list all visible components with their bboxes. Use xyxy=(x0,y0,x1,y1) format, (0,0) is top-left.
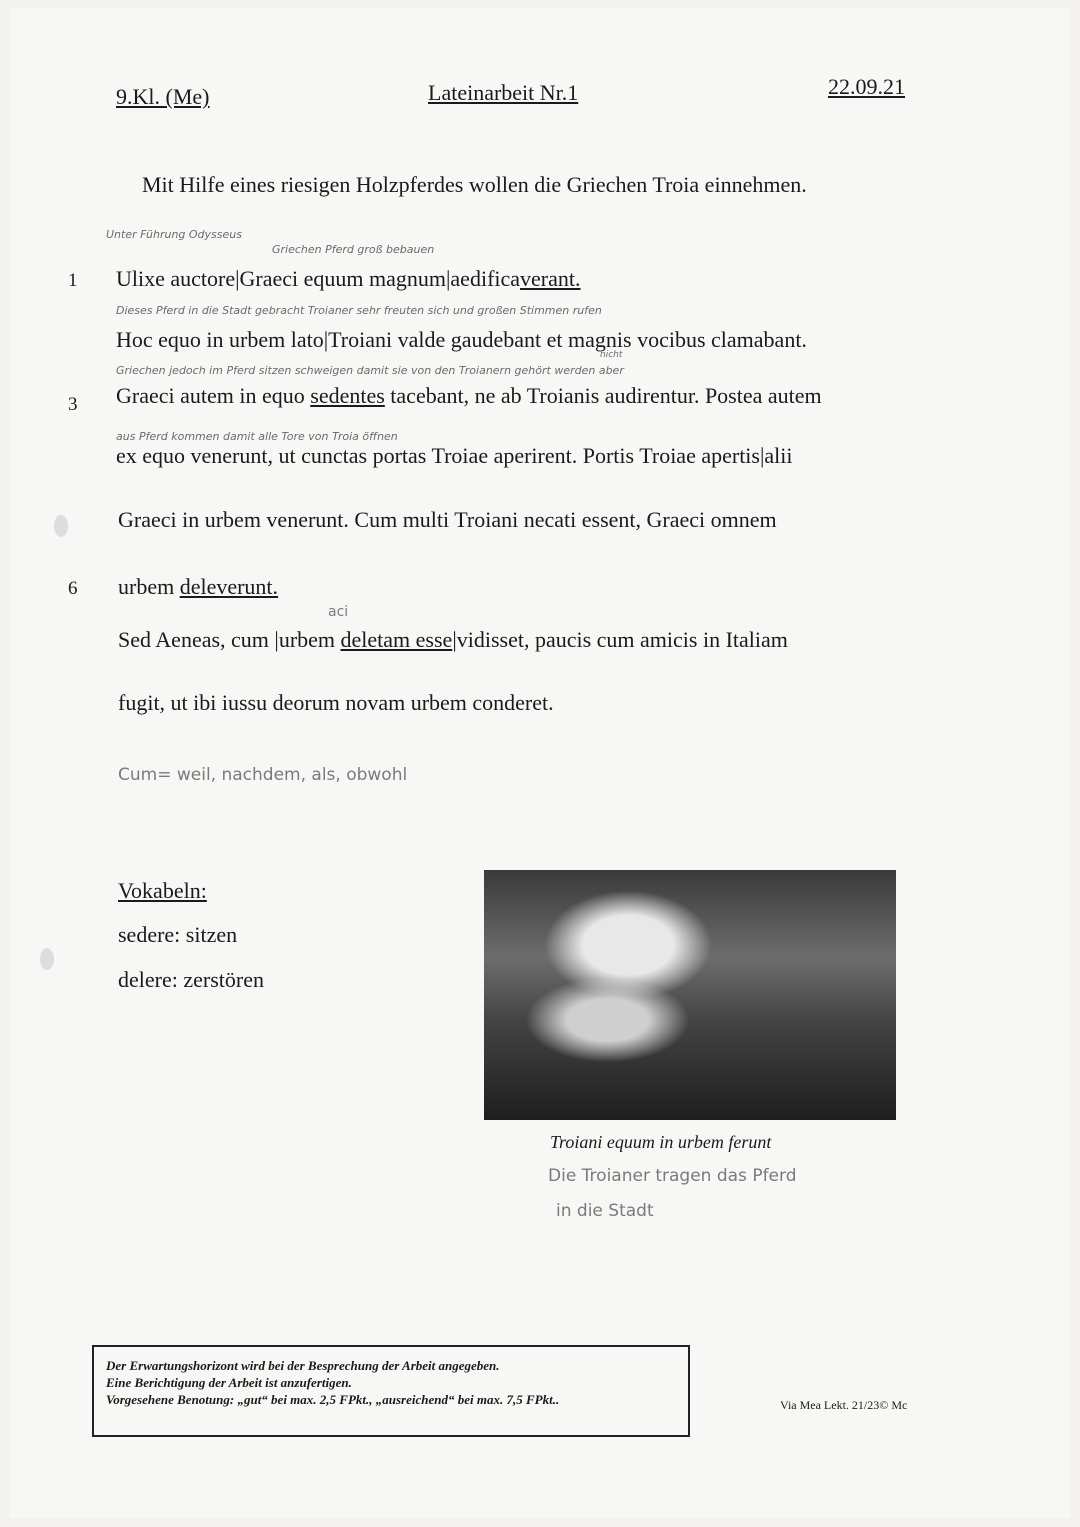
notice-line: Der Erwartungshorizont wird bei der Besprechung der Arbeit angegeben. xyxy=(106,1358,500,1373)
class-label: 9.Kl. (Me) xyxy=(116,84,210,109)
notice-box xyxy=(92,1345,690,1437)
latin-line-7: Sed Aeneas, cum |urbem deletam esse|vidisset, paucis cum amicis in Italiam xyxy=(118,627,788,652)
latin-line-2: Hoc equo in urbem lato|Troiani valde gaudebant et magnis vocibus clamabant. xyxy=(116,327,807,352)
annotation: Unter Führung Odysseus xyxy=(106,228,242,241)
vocab-heading: Vokabeln: xyxy=(118,878,207,903)
footer-credit: Via Mea Lekt. 21/23© Mc xyxy=(780,1398,908,1412)
latin-line-1: Ulixe auctore|Graeci equum magnum|aedificaverant. xyxy=(116,266,581,291)
notice-line: Vorgesehene Benotung: „gut“ bei max. 2,5 FPkt., „ausreichend“ bei max. 7,5 FPkt.. xyxy=(106,1392,560,1407)
latin-line-3: Graeci autem in equo sedentes tacebant, ne ab Troianis audirentur. Postea autem xyxy=(116,383,822,408)
line-number: 6 xyxy=(68,578,78,599)
caption-translation: Die Troianer tragen das Pferd xyxy=(548,1166,797,1186)
date: 22.09.21 xyxy=(828,74,905,99)
annotation: Griechen jedoch im Pferd sitzen schweigen damit sie von den Troianern gehört werden aber xyxy=(116,364,624,377)
annotation: aci xyxy=(328,604,349,620)
intro-text: Mit Hilfe eines riesigen Holzpferdes wollen die Griechen Troia einnehmen. xyxy=(142,172,807,197)
latin-line-5: Graeci in urbem venerunt. Cum multi Troiani necati essent, Graeci omnem xyxy=(118,507,777,532)
annotation: Cum= weil, nachdem, als, obwohl xyxy=(118,765,408,785)
line-number: 1 xyxy=(68,270,78,291)
notice-line: Eine Berichtigung der Arbeit ist anzufertigen. xyxy=(106,1375,352,1390)
trojan-horse-painting xyxy=(484,870,896,1120)
page-title: Lateinarbeit Nr.1 xyxy=(428,80,579,105)
punch-hole xyxy=(54,515,68,537)
vocab-item: delere: zerstören xyxy=(118,967,264,992)
figure-caption: Troiani equum in urbem ferunt xyxy=(550,1132,772,1152)
annotation: nicht xyxy=(600,350,623,360)
caption-translation: in die Stadt xyxy=(556,1201,654,1221)
annotation: aus Pferd kommen damit alle Tore von Troia öffnen xyxy=(116,430,398,443)
latin-line-4: ex equo venerunt, ut cunctas portas Troiae aperirent. Portis Troiae apertis|alii xyxy=(116,443,793,468)
vocab-item: sedere: sitzen xyxy=(118,922,238,947)
latin-line-6: urbem deleverunt. xyxy=(118,574,279,599)
annotation: Griechen Pferd groß bebauen xyxy=(272,243,435,256)
annotation: Dieses Pferd in die Stadt gebracht Troianer sehr freuten sich und großen Stimmen rufen xyxy=(116,304,602,317)
line-number: 3 xyxy=(68,394,78,415)
latin-line-8: fugit, ut ibi iussu deorum novam urbem conderet. xyxy=(118,690,554,715)
punch-hole xyxy=(40,948,54,970)
